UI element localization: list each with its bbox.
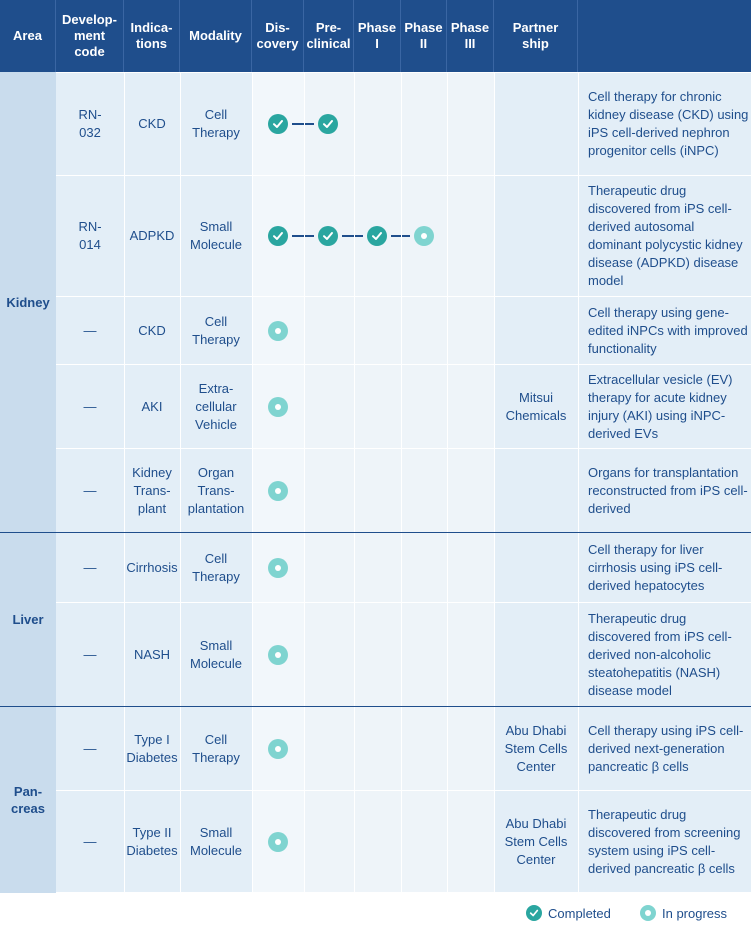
header-partnership: Partner ship	[494, 0, 578, 72]
header-area: Area	[0, 0, 56, 72]
check-icon	[268, 114, 288, 134]
cell-modality: Cell Therapy	[180, 533, 252, 602]
stage-cell	[354, 73, 401, 175]
stage-cell	[447, 297, 494, 364]
header-preclinical: Pre- clinical	[304, 0, 354, 72]
row-divider	[56, 175, 751, 176]
cell-description: Cell therapy for chronic kidney disease (CKD) using iPS cell-derived nephron progenitor cells (iNPC)	[578, 73, 751, 175]
cell-partner	[494, 176, 578, 296]
cell-modality: Cell Therapy	[180, 707, 252, 790]
legend-in-progress-label: In progress	[662, 905, 728, 921]
cell-description: Cell therapy using iPS cell-derived next-generation pancreatic β cells	[578, 707, 751, 790]
cell-dev-code: RN- 014	[56, 176, 124, 296]
stage-cell	[401, 533, 447, 602]
stage-connector	[342, 235, 363, 237]
header-phase2: Phase II	[401, 0, 447, 72]
cell-description: Cell therapy using gene-edited iNPCs with improved functionality	[578, 297, 751, 364]
legend-completed-label: Completed	[548, 905, 611, 921]
stage-cell	[447, 365, 494, 448]
header-dev-code: Develop- ment code	[56, 0, 124, 72]
cell-dev-code: RN- 032	[56, 73, 124, 175]
cell-modality: Cell Therapy	[180, 73, 252, 175]
cell-dev-code: —	[56, 603, 124, 706]
stage-cell	[447, 533, 494, 602]
header-modality: Modality	[180, 0, 252, 72]
in-progress-icon	[268, 739, 288, 759]
cell-dev-code: —	[56, 297, 124, 364]
column-divider	[578, 72, 579, 892]
column-divider	[354, 72, 355, 892]
cell-description: Therapeutic drug discovered from iPS cell-derived autosomal dominant polycystic kidney disease (ADPKD) disease model	[578, 176, 751, 296]
stage-cell	[401, 603, 447, 706]
cell-dev-code: —	[56, 365, 124, 448]
stage-cell	[447, 176, 494, 296]
row-divider	[56, 296, 751, 297]
cell-indication: Type I Diabetes	[124, 707, 180, 790]
row-divider	[56, 364, 751, 365]
in-progress-icon	[640, 905, 656, 921]
area-liver: Liver	[0, 533, 56, 706]
header-phase1: Phase I	[354, 0, 401, 72]
group-divider	[0, 706, 751, 707]
column-divider	[447, 72, 448, 892]
stage-cell	[304, 297, 354, 364]
stage-cell	[354, 707, 401, 790]
cell-description: Extracellular vesicle (EV) therapy for acute kidney injury (AKI) using iNPC-derived EVs	[578, 365, 751, 448]
stage-cell	[401, 449, 447, 532]
cell-indication: Type II Diabetes	[124, 791, 180, 892]
stage-connector	[292, 235, 314, 237]
stage-cell	[304, 365, 354, 448]
stage-cell	[447, 707, 494, 790]
check-icon	[268, 226, 288, 246]
in-progress-icon	[268, 832, 288, 852]
cell-partner	[494, 73, 578, 175]
check-icon	[318, 114, 338, 134]
cell-description: Therapeutic drug discovered from screening system using iPS cell-derived pancreatic β cells	[578, 791, 751, 892]
check-icon	[318, 226, 338, 246]
cell-modality: Organ Trans- plantation	[180, 449, 252, 532]
cell-indication: CKD	[124, 73, 180, 175]
cell-dev-code: —	[56, 791, 124, 892]
stage-cell	[304, 449, 354, 532]
column-divider	[304, 72, 305, 892]
in-progress-icon	[268, 481, 288, 501]
cell-partner: Mitsui Chemicals	[494, 365, 578, 448]
header-indications: Indica- tions	[124, 0, 180, 72]
cell-indication: CKD	[124, 297, 180, 364]
header-description	[578, 0, 751, 72]
column-divider	[180, 72, 181, 892]
cell-partner	[494, 297, 578, 364]
cell-modality: Small Molecule	[180, 603, 252, 706]
cell-dev-code: —	[56, 707, 124, 790]
legend-in-progress	[640, 905, 727, 921]
stage-cell	[354, 533, 401, 602]
stage-cell	[401, 73, 447, 175]
cell-indication: AKI	[124, 365, 180, 448]
area-pancreas: Pan- creas	[0, 707, 56, 893]
column-divider	[494, 72, 495, 892]
row-divider	[56, 448, 751, 449]
stage-cell	[447, 603, 494, 706]
stage-cell	[354, 603, 401, 706]
cell-indication: Kidney Trans- plant	[124, 449, 180, 532]
check-icon	[367, 226, 387, 246]
in-progress-icon	[268, 321, 288, 341]
stage-cell	[304, 707, 354, 790]
column-divider	[401, 72, 402, 892]
area-kidney: Kidney	[0, 72, 56, 532]
cell-description: Cell therapy for liver cirrhosis using iPS cell-derived hepatocytes	[578, 533, 751, 602]
cell-indication: ADPKD	[124, 176, 180, 296]
in-progress-icon	[414, 226, 434, 246]
stage-cell	[401, 297, 447, 364]
stage-cell	[401, 707, 447, 790]
cell-indication: NASH	[124, 603, 180, 706]
row-divider	[56, 790, 751, 791]
cell-indication: Cirrhosis	[124, 533, 180, 602]
cell-partner	[494, 449, 578, 532]
stage-cell	[354, 449, 401, 532]
in-progress-icon	[268, 397, 288, 417]
stage-cell	[401, 365, 447, 448]
header-phase3: Phase III	[447, 0, 494, 72]
stage-cell	[447, 73, 494, 175]
column-divider	[124, 72, 125, 892]
cell-modality: Small Molecule	[180, 791, 252, 892]
stage-cell	[447, 791, 494, 892]
cell-dev-code: —	[56, 533, 124, 602]
stage-cell	[354, 297, 401, 364]
cell-partner: Abu Dhabi Stem Cells Center	[494, 707, 578, 790]
cell-partner: Abu Dhabi Stem Cells Center	[494, 791, 578, 892]
cell-partner	[494, 603, 578, 706]
header-discovery: Dis- covery	[252, 0, 304, 72]
stage-cell	[304, 533, 354, 602]
stage-cell	[304, 791, 354, 892]
check-icon	[526, 905, 542, 921]
stage-cell	[447, 449, 494, 532]
in-progress-icon	[268, 645, 288, 665]
cell-modality: Small Molecule	[180, 176, 252, 296]
cell-description: Therapeutic drug discovered from iPS cell-derived non-alcoholic steatohepatitis (NASH) disease model	[578, 603, 751, 706]
stage-connector	[292, 123, 314, 125]
group-divider	[0, 532, 751, 533]
cell-modality: Extra- cellular Vehicle	[180, 365, 252, 448]
cell-modality: Cell Therapy	[180, 297, 252, 364]
column-divider	[252, 72, 253, 892]
in-progress-icon	[268, 558, 288, 578]
row-divider	[56, 602, 751, 603]
legend-completed	[526, 905, 611, 921]
stage-cell	[304, 603, 354, 706]
cell-dev-code: —	[56, 449, 124, 532]
stage-cell	[354, 791, 401, 892]
stage-cell	[401, 791, 447, 892]
cell-description: Organs for transplantation reconstructed from iPS cell-derived	[578, 449, 751, 532]
stage-cell	[354, 365, 401, 448]
cell-partner	[494, 533, 578, 602]
